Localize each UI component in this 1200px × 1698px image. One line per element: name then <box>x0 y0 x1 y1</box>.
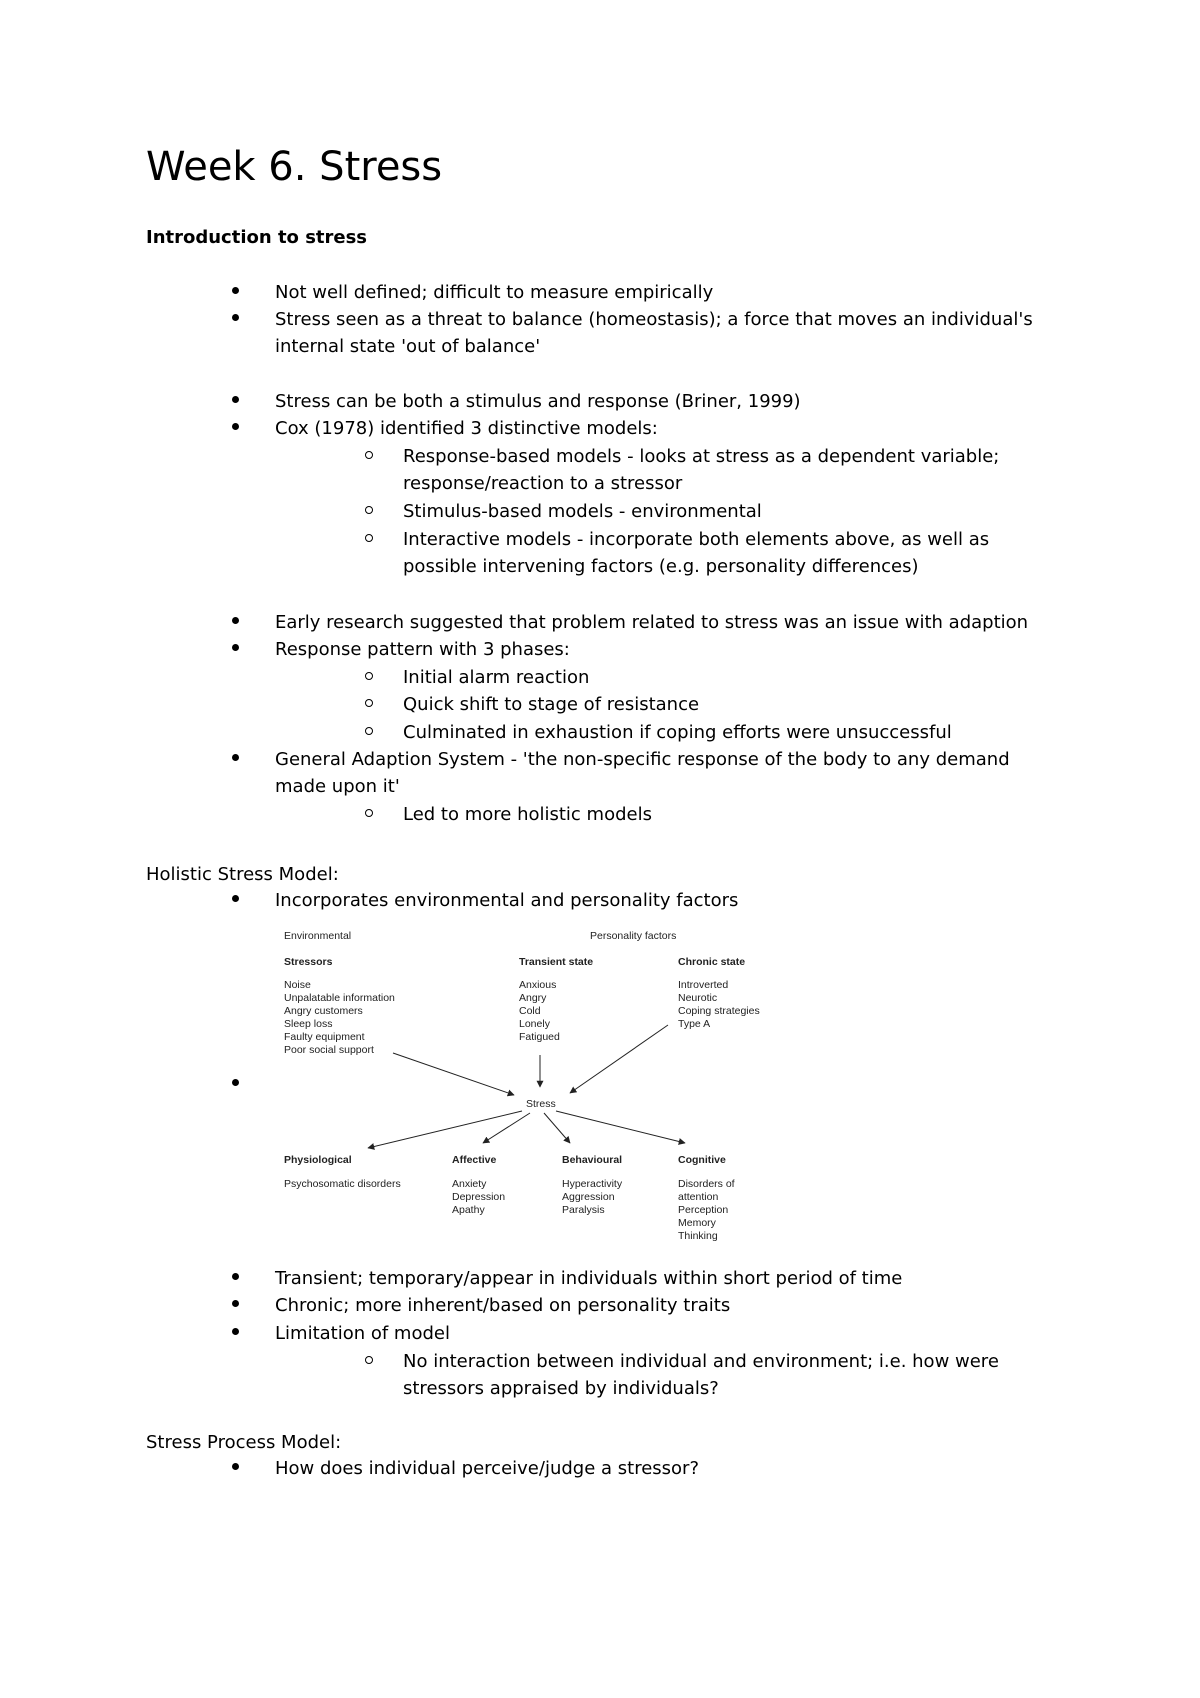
diagram-list-item: Noise <box>284 979 311 991</box>
bullet-text: Response pattern with 3 phases: <box>275 639 570 660</box>
diagram-behavioural-list <box>562 1178 623 1216</box>
sub-bullet-circle <box>365 451 373 459</box>
bullet-dot <box>232 396 239 403</box>
holistic-stress-model-diagram <box>280 925 840 1255</box>
diagram-list-item: Neurotic <box>678 992 718 1004</box>
section-heading-process: Stress Process Model: <box>146 1432 342 1453</box>
diagram-list-item: Angry customers <box>284 1005 363 1017</box>
bullet-text: General Adaption System - 'the non-specific response of the body to any demand <box>275 749 1010 770</box>
bullet-dot <box>232 287 239 294</box>
diagram-affective-list <box>452 1178 505 1216</box>
diagram-list-item: Hyperactivity <box>562 1178 623 1190</box>
diagram-list-item: Disorders of <box>678 1178 735 1190</box>
diagram-transient-list <box>519 979 560 1043</box>
bullet-dot <box>232 1463 239 1470</box>
diagram-list-item: Poor social support <box>284 1044 374 1056</box>
sub-bullet-circle <box>365 534 373 542</box>
page-title: Week 6. Stress <box>146 144 443 190</box>
sub-bullet-text: Response-based models - looks at stress as a dependent variable; <box>403 446 1000 467</box>
sub-bullet-text-cont: response/reaction to a stressor <box>403 473 683 494</box>
diagram-list-item: Cold <box>519 1005 541 1017</box>
diagram-center-stress: Stress <box>526 1098 556 1110</box>
bullet-dot <box>232 754 239 761</box>
diagram-list-item: Depression <box>452 1191 506 1203</box>
diagram-list-item: Introverted <box>678 979 729 991</box>
sub-bullet-text: Led to more holistic models <box>403 804 652 825</box>
diagram-chronic-title: Chronic state <box>678 956 746 968</box>
bullet-dot <box>232 1079 239 1086</box>
bullet-dot <box>232 617 239 624</box>
arrow-chronic-to-stress <box>570 1025 668 1093</box>
diagram-list-item: Fatigued <box>519 1031 560 1043</box>
bullet-dot <box>232 1328 239 1335</box>
bullet-dot <box>232 423 239 430</box>
section-heading-holistic: Holistic Stress Model: <box>146 864 339 885</box>
diagram-list-item: Anxious <box>519 979 557 991</box>
diagram-list-item: Perception <box>678 1204 729 1216</box>
diagram-behavioural-title: Behavioural <box>562 1154 623 1166</box>
sub-bullet-text: No interaction between individual and environment; i.e. how were <box>403 1351 999 1372</box>
sub-bullet-circle <box>365 727 373 735</box>
diagram-list-item: Aggression <box>562 1191 615 1203</box>
diagram-chronic-list <box>678 979 760 1030</box>
arrow-stress-to-physiological <box>368 1111 522 1148</box>
diagram-list-item: Anxiety <box>452 1178 487 1190</box>
diagram-list-item: Thinking <box>678 1230 718 1242</box>
diagram-list-item: attention <box>678 1191 719 1203</box>
arrow-stress-to-cognitive <box>556 1111 685 1143</box>
diagram-physiological-title: Physiological <box>284 1154 352 1166</box>
section-heading-intro: Introduction to stress <box>146 227 368 248</box>
arrow-stressors-to-stress <box>393 1053 514 1095</box>
sub-bullet-text: Culminated in exhaustion if coping efforts were unsuccessful <box>403 722 952 743</box>
diagram-list-item: Sleep loss <box>284 1018 333 1030</box>
bullet-text: Transient; temporary/appear in individuals within short period of time <box>275 1268 903 1289</box>
sub-bullet-circle <box>365 1356 373 1364</box>
diagram-list-item: Type A <box>678 1018 711 1030</box>
diagram-cognitive-list <box>678 1178 735 1242</box>
bullet-text: Incorporates environmental and personality factors <box>275 890 739 911</box>
bullet-dot <box>232 1273 239 1280</box>
bullet-text: Stress can be both a stimulus and response (Briner, 1999) <box>275 391 801 412</box>
diagram-affective-title: Affective <box>452 1154 497 1166</box>
diagram-list-item: Paralysis <box>562 1204 605 1216</box>
bullet-text: Not well defined; difficult to measure empirically <box>275 282 714 303</box>
diagram-list-item: Apathy <box>452 1204 485 1216</box>
sub-bullet-circle <box>365 699 373 707</box>
sub-bullet-text-cont: possible intervening factors (e.g. personality differences) <box>403 556 919 577</box>
diagram-transient-title: Transient state <box>519 956 594 968</box>
bullet-dot <box>232 1300 239 1307</box>
bullet-text: Early research suggested that problem related to stress was an issue with adaption <box>275 612 1029 633</box>
bullet-text: Chronic; more inherent/based on personality traits <box>275 1295 731 1316</box>
bullet-text-cont: internal state 'out of balance' <box>275 336 541 357</box>
diagram-stressors-title: Stressors <box>284 956 333 968</box>
diagram-stressors-list <box>284 979 395 1056</box>
sub-bullet-text: Quick shift to stage of resistance <box>403 694 700 715</box>
diagram-list-item: Lonely <box>519 1018 550 1030</box>
diagram-list-item: Unpalatable information <box>284 992 395 1004</box>
bullet-dot <box>232 895 239 902</box>
arrow-stress-to-behavioural <box>544 1113 570 1143</box>
bullet-text: Cox (1978) identified 3 distinctive models: <box>275 418 658 439</box>
diagram-physiological-list <box>284 1178 401 1190</box>
diagram-list-item: Psychosomatic disorders <box>284 1178 401 1190</box>
sub-bullet-text: Interactive models - incorporate both elements above, as well as <box>403 529 990 550</box>
diagram-cognitive-title: Cognitive <box>678 1154 726 1166</box>
diagram-list-item: Angry <box>519 992 547 1004</box>
bullet-text: Stress seen as a threat to balance (homeostasis); a force that moves an individual's <box>275 309 1033 330</box>
sub-bullet-circle <box>365 506 373 514</box>
diagram-label-environmental: Environmental <box>284 930 352 942</box>
bullet-text-cont: made upon it' <box>275 776 400 797</box>
sub-bullet-circle <box>365 672 373 680</box>
diagram-list-item: Memory <box>678 1217 716 1229</box>
diagram-list-item: Faulty equipment <box>284 1031 365 1043</box>
diagram-label-personality: Personality factors <box>590 930 677 942</box>
bullet-dot <box>232 644 239 651</box>
bullet-dot <box>232 314 239 321</box>
sub-bullet-text: Initial alarm reaction <box>403 667 590 688</box>
bullet-text: How does individual perceive/judge a stressor? <box>275 1458 699 1479</box>
sub-bullet-text-cont: stressors appraised by individuals? <box>403 1378 719 1399</box>
bullet-text: Limitation of model <box>275 1323 450 1344</box>
diagram-list-item: Coping strategies <box>678 1005 760 1017</box>
sub-bullet-text: Stimulus-based models - environmental <box>403 501 762 522</box>
sub-bullet-circle <box>365 809 373 817</box>
arrow-stress-to-affective <box>483 1113 530 1143</box>
